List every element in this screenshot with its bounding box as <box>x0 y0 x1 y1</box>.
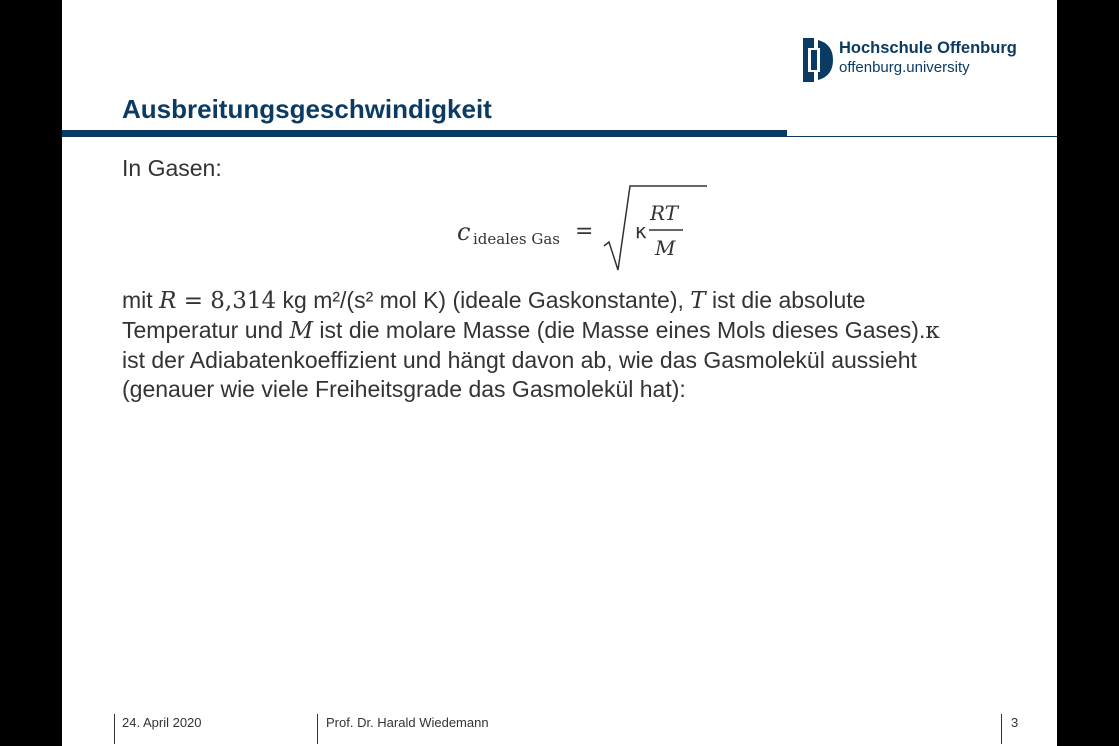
body-text <box>122 286 1022 404</box>
formula-factor: κ <box>635 219 647 243</box>
body-line-1 <box>122 286 1022 316</box>
footer-date: 24. April 2020 <box>122 715 202 730</box>
math-M: M <box>289 318 314 344</box>
formula-subscript: ideales Gas <box>473 230 560 248</box>
body-line-3: ist der Adiabatenkoeffizient und hängt davon ab, wie das Gasmolekül aussieht <box>122 347 917 373</box>
footer-author: Prof. Dr. Harald Wiedemann <box>326 715 489 730</box>
title-underline-thin <box>787 136 1057 137</box>
university-tagline: offenburg.university <box>839 59 970 76</box>
math-R: R <box>159 288 177 314</box>
body-line-4: (genauer wie viele Freiheitsgrade das Gasmolekül hat): <box>122 376 686 402</box>
footer-separator <box>317 714 318 744</box>
formula-numerator: RT <box>650 201 679 225</box>
body-line-2 <box>122 316 1022 346</box>
university-name: Hochschule Offenburg <box>839 39 1017 57</box>
text-fragment: Temperatur und <box>122 317 290 343</box>
page-number: 3 <box>1011 715 1019 730</box>
slide-title: Ausbreitungsgeschwindigkeit <box>122 94 492 124</box>
intro-text: In Gasen: <box>122 155 222 181</box>
math-T: T <box>690 288 706 314</box>
formula-denominator: M <box>655 236 676 260</box>
formula-symbol: c <box>457 218 471 246</box>
text-fragment: ist die molare Masse (die Masse eines Mols dieses Gases). <box>313 317 926 343</box>
hochschule-logo-icon <box>803 36 833 84</box>
slide <box>62 0 1057 746</box>
university-logo <box>803 36 1043 86</box>
formula-equals: = <box>575 219 594 244</box>
footer-separator <box>114 714 115 744</box>
speed-of-sound-formula <box>457 180 707 275</box>
text-fragment: kg m²/(s² mol K) (ideale Gaskonstante), <box>276 287 691 313</box>
math-R-value: = 8,314 <box>176 288 277 314</box>
title-underline <box>62 130 787 137</box>
math-kappa: κ <box>925 318 940 344</box>
text-fragment: ist die absolute <box>705 287 866 313</box>
text-fragment: mit <box>122 287 160 313</box>
footer-separator <box>1001 714 1002 744</box>
